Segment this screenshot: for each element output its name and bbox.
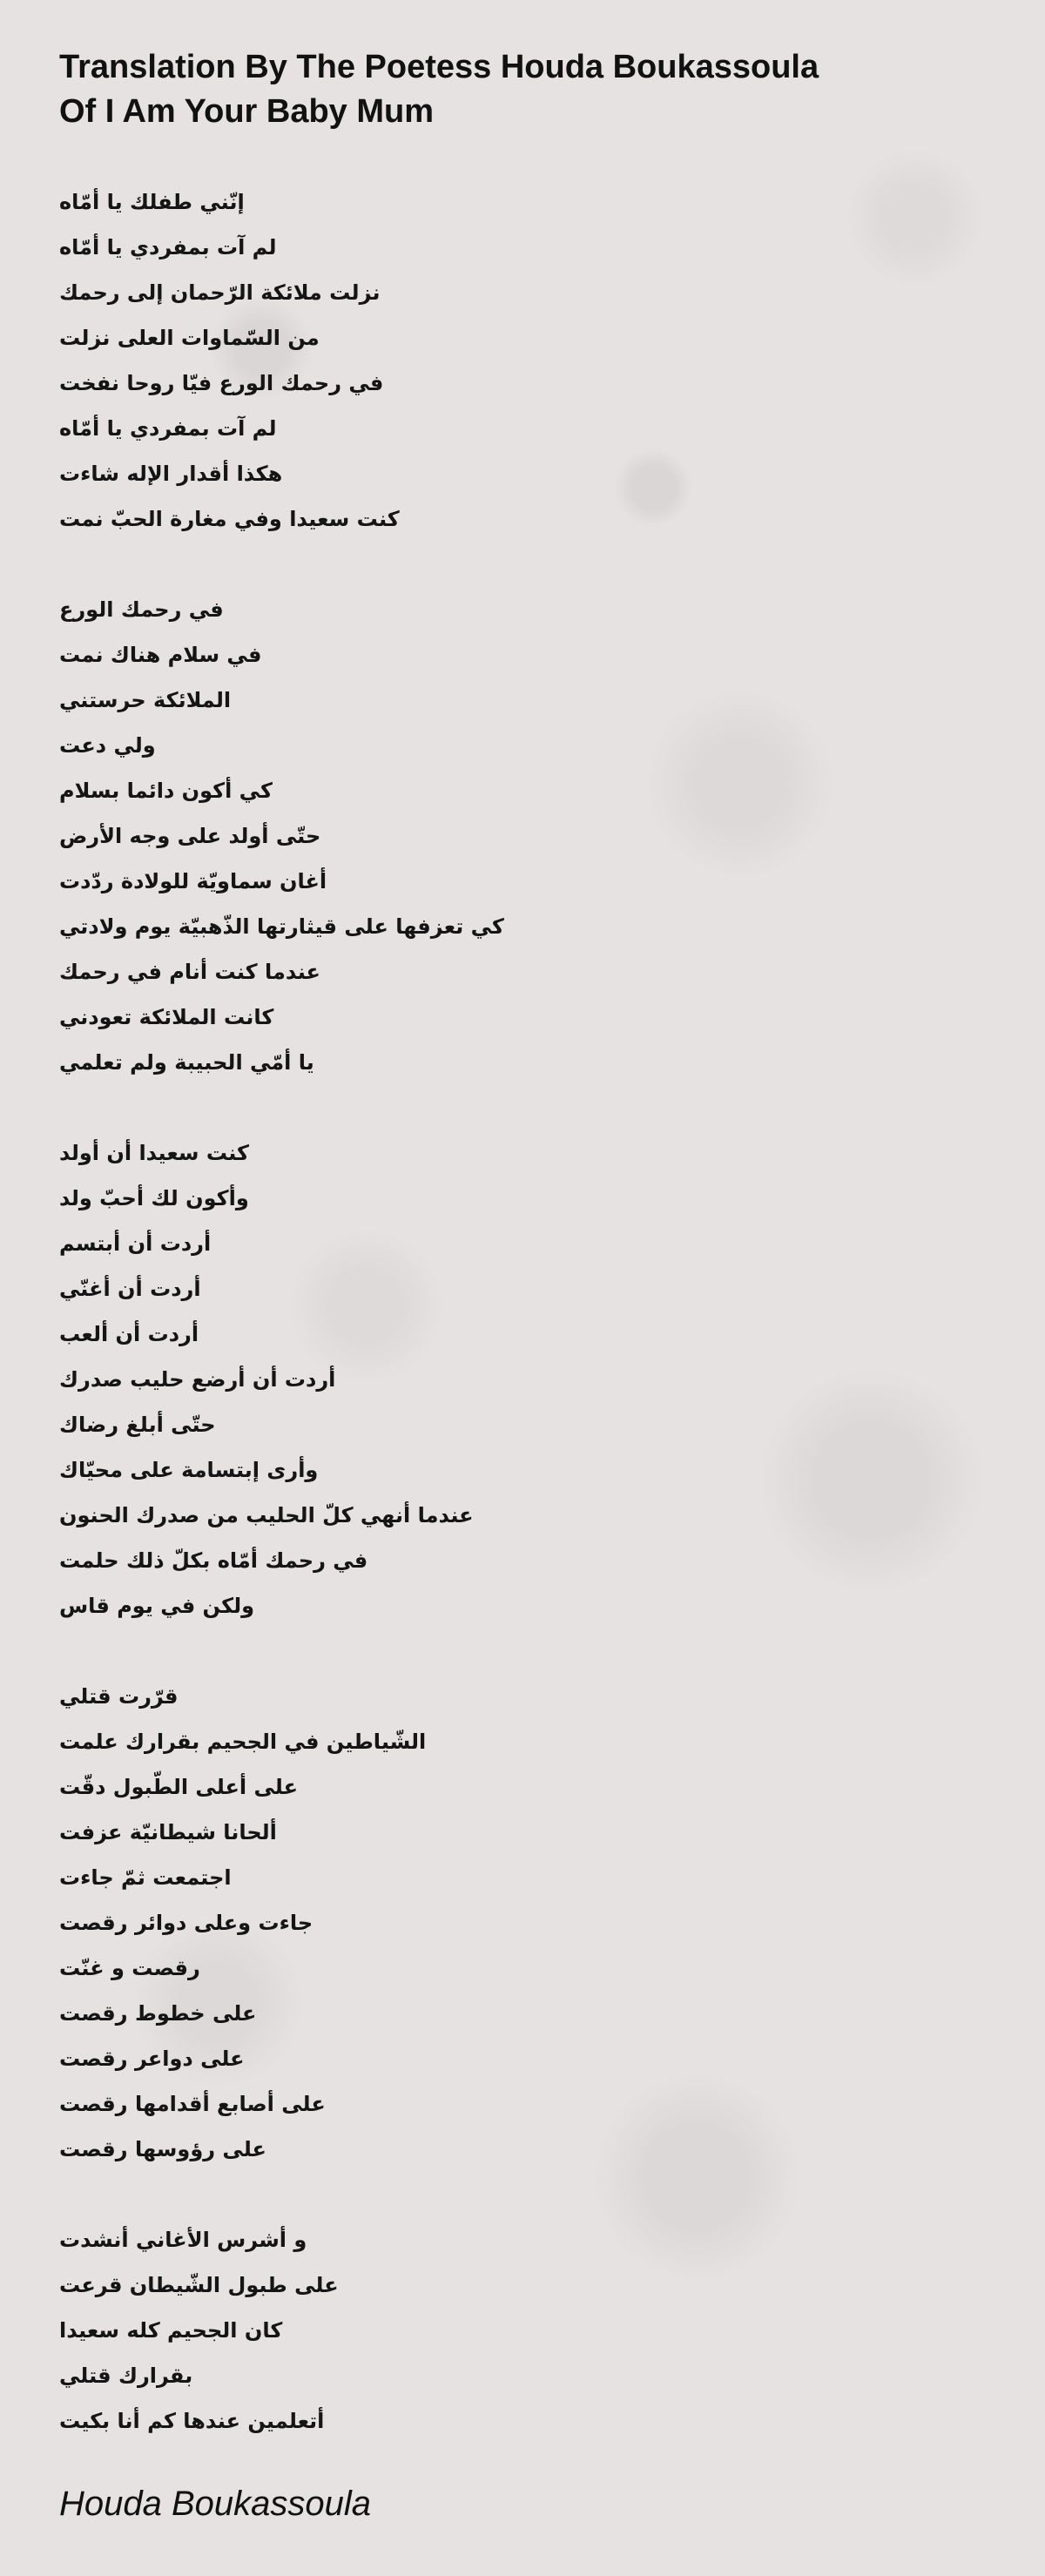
poem-title [59,45,1000,134]
poem-line: كان الجحيم كله سعيدا [59,2318,283,2343]
poem-line: قرّرت قتلي [59,1684,179,1709]
poem-line: لم آت بمفردي يا أمّاه [59,235,277,260]
title-line-2: Of I Am Your Baby Mum [59,93,435,130]
poem-line: إنّني طفلك يا أمّاه [59,190,245,214]
poem-line: أردت أن أغنّي [59,1277,201,1301]
poem-line: في رحمك الورع [59,597,224,622]
poem-line: ولي دعت [59,733,156,758]
poem-line: على رؤوسها رقصت [59,2137,266,2161]
poem-line: أتعلمين عندها كم أنا بكيت [59,2409,325,2433]
poem-page [59,45,1000,2489]
poem-line: في رحمك الورع فيّا روحا نفخت [59,371,384,395]
poem-line: و أشرس الأغاني أنشدت [59,2228,307,2252]
poem-line: على خطوط رقصت [59,2001,257,2026]
poem-line: على طبول الشّيطان قرعت [59,2273,339,2297]
poem-line: ألحانا شيطانيّة عزفت [59,1820,277,1844]
author-name: Houda Boukassoula [59,2485,372,2523]
poem-line: في رحمك أمّاه بكلّ ذلك حلمت [59,1548,368,1573]
poem-line: على أصابع أقدامها رقصت [59,2092,326,2116]
poem-line: كانت الملائكة تعودني [59,1005,274,1029]
poem-line: أغان سماويّة للولادة ردّدت [59,869,327,894]
poem-line: من السّماوات العلى نزلت [59,326,320,350]
stanza-4 [59,1674,1000,2172]
poem-line: اجتمعت ثمّ جاءت [59,1865,232,1890]
poem-line: جاءت وعلى دوائر رقصت [59,1911,314,1935]
title-line-1: Translation By The Poetess Houda Boukassoula [59,49,819,85]
stanza-2 [59,587,1000,1085]
poem-body [59,179,1000,2444]
poem-line: أردت أن ألعب [59,1322,199,1346]
poem-line: حتّى أبلغ رضاك [59,1413,216,1437]
poem-line: وأكون لك أحبّ ولد [59,1186,249,1210]
poem-line: ولكن في يوم قاس [59,1594,255,1618]
poem-line: الشّياطين في الجحيم بقرارك علمت [59,1730,427,1754]
poem-line: يا أمّي الحبيبة ولم تعلمي [59,1050,314,1075]
poem-line: عندما أنهي كلّ الحليب من صدرك الحنون [59,1503,474,1527]
poem-line: بقرارك قتلي [59,2364,193,2388]
poem-line: رقصت و غنّت [59,1956,200,1980]
poem-line: لم آت بمفردي يا أمّاه [59,416,277,441]
poem-line: كي تعزفها على قيثارتها الذّهبيّة يوم ولادتي [59,914,504,939]
poem-line: عندما كنت أنام في رحمك [59,960,320,984]
poem-line: كنت سعيدا أن أولد [59,1141,249,1165]
poem-line: الملائكة حرستني [59,688,232,712]
poem-line: هكذا أقدار الإله شاءت [59,462,283,486]
poem-line: أردت أن أرضع حليب صدرك [59,1367,336,1392]
poem-line: في سلام هناك نمت [59,643,262,667]
poem-line: على دواعر رقصت [59,2047,245,2071]
poem-line: نزلت ملائكة الرّحمان إلى رحمك [59,280,381,305]
poem-line: كنت سعيدا وفي مغارة الحبّ نمت [59,507,400,531]
stanza-3 [59,1130,1000,1629]
stanza-1 [59,179,1000,542]
poem-line: حتّى أولد على وجه الأرض [59,824,321,848]
poem-line: أردت أن أبتسم [59,1231,212,1256]
poem-line: على أعلى الطّبول دقّت [59,1775,298,1799]
stanza-5 [59,2217,1000,2444]
poem-line: وأرى إبتسامة على محيّاك [59,1458,319,1482]
poem-line: كي أكون دائما بسلام [59,779,273,803]
